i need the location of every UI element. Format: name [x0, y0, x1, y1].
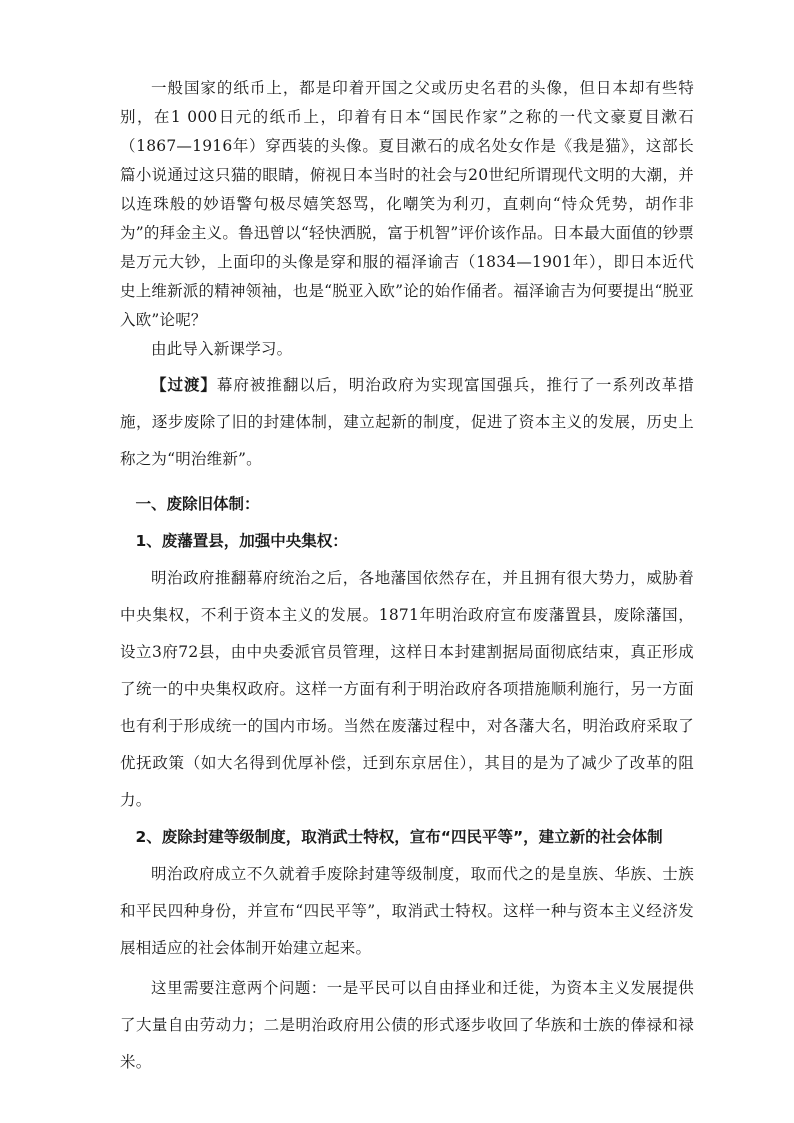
lead-in-paragraph: 由此导入新课学习。	[151, 340, 293, 358]
body-paragraph-3: 这里需要注意两个问题：一是平民可以自由择业和迁徙，为资本主义发展提供了大量自由劳动力；二是明治政府用公债的形式逐步收回了华族和士族的俸禄和禄米。	[120, 979, 694, 1071]
document-page	[120, 74, 694, 1081]
intro-paragraph: 一般国家的纸币上，都是印着开国之父或历史名君的头像，但日本却有些特别，在1 000日元的纸币上，印着有日本“国民作家”之称的一代文豪夏目漱石（1867—1916年）穿西装的头像。夏目漱石的成名处女作是《我是猫》，这部长篇小说通过这只猫的眼睛，俯视日本当时的社会与20世纪所谓现代文明的大潮，并以连珠般的妙语警句极尽嬉笑怒骂，化嘲笑为利刃，直刺向“恃众凭势，胡作非为”的拜金主义。鲁迅曾以“轻快洒脱，富于机智”评价该作品。日本最大面值的钞票是万元大钞，上面印的头像是穿和服的福泽谕吉（1834—1901年），即日本近代史上维新派的精神领袖，也是“脱亚入欧”论的始作俑者。福泽谕吉为何要提出“脱亚入欧”论呢？	[120, 79, 694, 329]
transition-paragraph	[120, 367, 694, 478]
subheading-1: 1、废藩置县，加强中央集权：	[135, 532, 348, 550]
body-paragraph-2: 明治政府成立不久就着手废除封建等级制度，取而代之的是皇族、华族、士族和平民四种身份，并宣布“四民平等”，取消武士特权。这样一种与资本主义经济发展相适应的社会体制开始建立起来。	[120, 865, 694, 957]
section-heading-1: 一、废除旧体制：	[135, 495, 260, 513]
subheading-2: 2、废除封建等级制度，取消武士特权，宣布“四民平等”，建立新的社会体制	[135, 828, 663, 846]
body-paragraph-1: 明治政府推翻幕府统治之后，各地藩国依然存在，并且拥有很大势力，威胁着中央集权，不利于资本主义的发展。1871年明治政府宣布废藩置县，废除藩国，设立3府72县，由中央委派官员管理，这样日本封建割据局面彻底结束，真正形成了统一的中央集权政府。这样一方面有利于明治政府各项措施顺利施行，另一方面也有利于形成统一的国内市场。当然在废藩过程中，对各藩大名，明治政府采取了优抚政策（如大名得到优厚补偿，迁到东京居住），其目的是为了减少了改革的阻力。	[120, 569, 694, 809]
transition-label: 【过渡】	[151, 376, 217, 394]
transition-text: 幕府被推翻以后，明治政府为实现富国强兵，推行了一系列改革措施，逐步废除了旧的封建体制，建立起新的制度，促进了资本主义的发展，历史上称之为“明治维新”。	[120, 376, 694, 468]
